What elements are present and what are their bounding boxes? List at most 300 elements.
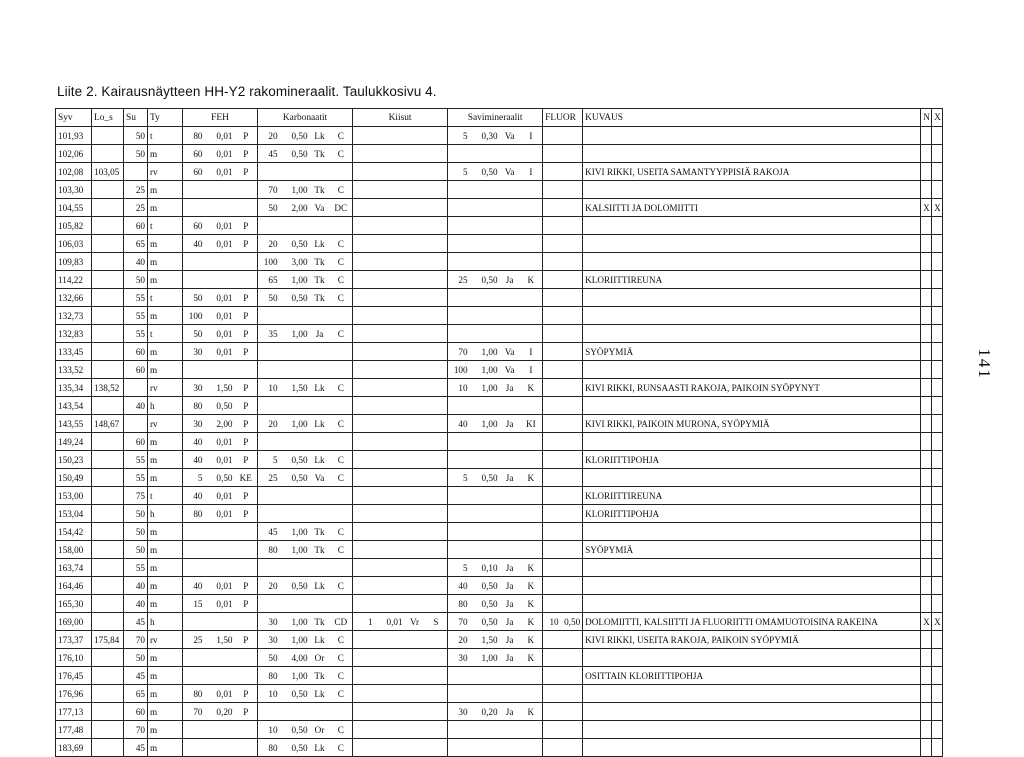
cell-karbonaatit-thickness: 0,50	[280, 127, 310, 145]
cell-karbonaatit-amount: 50	[258, 199, 280, 217]
cell-feh-code	[235, 649, 258, 667]
cell-karbonaatit-code: C	[330, 721, 353, 739]
cell-kiisut-code	[425, 685, 448, 703]
cell-savimineraalit-code	[520, 307, 543, 325]
cell-ty: m	[148, 361, 183, 379]
cell-karbonaatit-code: C	[330, 271, 353, 289]
cell-fluor-amount	[543, 559, 561, 577]
cell-kiisut-amount	[353, 433, 375, 451]
cell-lo-s	[92, 703, 124, 721]
cell-feh-thickness	[205, 667, 235, 685]
cell-karbonaatit-thickness: 1,00	[280, 325, 310, 343]
cell-karbonaatit-thickness: 0,50	[280, 685, 310, 703]
cell-savimineraalit-amount	[448, 307, 470, 325]
cell-feh-code: P	[235, 451, 258, 469]
cell-kiisut-mineral	[405, 721, 425, 739]
cell-karbonaatit-thickness: 2,00	[280, 199, 310, 217]
cell-savimineraalit-thickness	[470, 199, 500, 217]
cell-syv: 105,82	[56, 217, 92, 235]
cell-karbonaatit-code: C	[330, 469, 353, 487]
cell-fluor-amount	[543, 253, 561, 271]
cell-fluor-thickness	[561, 307, 583, 325]
cell-fluor-amount	[543, 307, 561, 325]
cell-savimineraalit-thickness: 1,00	[470, 361, 500, 379]
cell-kiisut-thickness	[375, 469, 405, 487]
cell-karbonaatit-mineral: Tk	[310, 145, 330, 163]
table-row	[56, 163, 943, 181]
cell-karbonaatit-thickness	[280, 163, 310, 181]
cell-kiisut-thickness	[375, 163, 405, 181]
cell-ty: m	[148, 181, 183, 199]
cell-su: 40	[124, 595, 148, 613]
cell-savimineraalit-amount	[448, 433, 470, 451]
cell-kiisut-thickness	[375, 181, 405, 199]
cell-savimineraalit-amount: 100	[448, 361, 470, 379]
cell-savimineraalit-mineral	[500, 397, 520, 415]
cell-kiisut-amount	[353, 325, 375, 343]
cell-x	[932, 433, 943, 451]
cell-n	[921, 343, 932, 361]
cell-karbonaatit-code: C	[330, 667, 353, 685]
cell-feh-amount	[183, 739, 205, 757]
cell-kuvaus	[583, 739, 921, 757]
table-row	[56, 415, 943, 433]
cell-kuvaus	[583, 361, 921, 379]
cell-n	[921, 469, 932, 487]
cell-savimineraalit-thickness: 1,50	[470, 631, 500, 649]
table-row	[56, 541, 943, 559]
table-row	[56, 343, 943, 361]
cell-ty: m	[148, 721, 183, 739]
cell-feh-code: P	[235, 163, 258, 181]
cell-karbonaatit-amount	[258, 343, 280, 361]
cell-su: 40	[124, 397, 148, 415]
cell-syv: 133,52	[56, 361, 92, 379]
cell-kuvaus: SYÖPYMIÄ	[583, 541, 921, 559]
cell-kiisut-thickness	[375, 739, 405, 757]
cell-savimineraalit-code	[520, 685, 543, 703]
cell-fluor-thickness	[561, 361, 583, 379]
cell-karbonaatit-mineral: Tk	[310, 541, 330, 559]
cell-syv: 169,00	[56, 613, 92, 631]
cell-kuvaus: KLORIITTIREUNA	[583, 271, 921, 289]
cell-feh-amount	[183, 649, 205, 667]
cell-su: 40	[124, 577, 148, 595]
cell-savimineraalit-mineral: Ja	[500, 703, 520, 721]
cell-savimineraalit-mineral	[500, 487, 520, 505]
cell-feh-thickness	[205, 523, 235, 541]
cell-savimineraalit-thickness: 1,00	[470, 379, 500, 397]
cell-syv: 176,45	[56, 667, 92, 685]
cell-ty: m	[148, 307, 183, 325]
cell-syv: 163,74	[56, 559, 92, 577]
cell-savimineraalit-thickness: 1,00	[470, 343, 500, 361]
table-row	[56, 721, 943, 739]
cell-kiisut-amount	[353, 703, 375, 721]
cell-feh-thickness	[205, 559, 235, 577]
cell-karbonaatit-mineral	[310, 217, 330, 235]
cell-feh-amount: 60	[183, 163, 205, 181]
cell-savimineraalit-code: K	[520, 631, 543, 649]
cell-x	[932, 451, 943, 469]
cell-karbonaatit-mineral: Lk	[310, 451, 330, 469]
cell-savimineraalit-mineral: Va	[500, 343, 520, 361]
cell-n: X	[921, 613, 932, 631]
cell-kiisut-thickness	[375, 361, 405, 379]
cell-fluor-thickness	[561, 145, 583, 163]
cell-savimineraalit-amount: 5	[448, 127, 470, 145]
cell-n	[921, 739, 932, 757]
cell-kiisut-thickness	[375, 217, 405, 235]
cell-su: 65	[124, 685, 148, 703]
cell-kiisut-mineral	[405, 739, 425, 757]
cell-savimineraalit-code: KI	[520, 415, 543, 433]
cell-syv: 183,69	[56, 739, 92, 757]
cell-feh-amount: 5	[183, 469, 205, 487]
cell-syv: 176,96	[56, 685, 92, 703]
cell-kiisut-amount	[353, 271, 375, 289]
cell-savimineraalit-code: K	[520, 559, 543, 577]
cell-x	[932, 523, 943, 541]
cell-savimineraalit-code	[520, 199, 543, 217]
cell-savimineraalit-thickness: 1,00	[470, 649, 500, 667]
cell-syv: 150,49	[56, 469, 92, 487]
cell-su: 75	[124, 487, 148, 505]
cell-karbonaatit-thickness	[280, 217, 310, 235]
cell-kiisut-amount	[353, 181, 375, 199]
cell-ty: m	[148, 541, 183, 559]
cell-kuvaus	[583, 721, 921, 739]
cell-feh-amount: 40	[183, 235, 205, 253]
cell-kuvaus	[583, 559, 921, 577]
cell-savimineraalit-amount: 5	[448, 469, 470, 487]
cell-karbonaatit-thickness: 1,00	[280, 631, 310, 649]
cell-karbonaatit-amount	[258, 361, 280, 379]
table-row	[56, 181, 943, 199]
cell-feh-code	[235, 613, 258, 631]
cell-karbonaatit-mineral	[310, 595, 330, 613]
cell-kiisut-amount	[353, 217, 375, 235]
cell-karbonaatit-thickness: 1,00	[280, 415, 310, 433]
table-row	[56, 199, 943, 217]
cell-lo-s: 103,05	[92, 163, 124, 181]
cell-feh-amount: 30	[183, 343, 205, 361]
table-row	[56, 235, 943, 253]
cell-su: 60	[124, 361, 148, 379]
cell-feh-code: P	[235, 595, 258, 613]
cell-kiisut-thickness	[375, 127, 405, 145]
cell-karbonaatit-code: C	[330, 127, 353, 145]
cell-feh-code	[235, 271, 258, 289]
table-row	[56, 271, 943, 289]
cell-karbonaatit-amount	[258, 217, 280, 235]
cell-x	[932, 253, 943, 271]
cell-feh-code: P	[235, 289, 258, 307]
cell-savimineraalit-mineral: Ja	[500, 415, 520, 433]
cell-feh-thickness: 0,01	[205, 343, 235, 361]
cell-n	[921, 631, 932, 649]
cell-kiisut-amount	[353, 361, 375, 379]
table-row	[56, 613, 943, 631]
cell-karbonaatit-mineral: Lk	[310, 235, 330, 253]
cell-feh-thickness: 0,50	[205, 397, 235, 415]
cell-savimineraalit-amount	[448, 289, 470, 307]
cell-kiisut-amount	[353, 343, 375, 361]
cell-lo-s	[92, 307, 124, 325]
cell-karbonaatit-mineral: Lk	[310, 127, 330, 145]
cell-feh-code: P	[235, 343, 258, 361]
cell-kiisut-thickness	[375, 721, 405, 739]
cell-savimineraalit-mineral: Va	[500, 163, 520, 181]
cell-kuvaus	[583, 469, 921, 487]
cell-feh-code: P	[235, 415, 258, 433]
cell-savimineraalit-mineral	[500, 217, 520, 235]
cell-fluor-amount	[543, 127, 561, 145]
cell-ty: t	[148, 217, 183, 235]
cell-savimineraalit-mineral	[500, 451, 520, 469]
cell-fluor-amount	[543, 343, 561, 361]
cell-karbonaatit-mineral	[310, 505, 330, 523]
cell-feh-code: P	[235, 379, 258, 397]
cell-karbonaatit-amount	[258, 487, 280, 505]
cell-karbonaatit-amount: 45	[258, 145, 280, 163]
cell-karbonaatit-code	[330, 361, 353, 379]
cell-savimineraalit-mineral	[500, 325, 520, 343]
cell-feh-thickness: 0,01	[205, 433, 235, 451]
cell-savimineraalit-amount	[448, 721, 470, 739]
cell-karbonaatit-code	[330, 307, 353, 325]
cell-karbonaatit-amount: 50	[258, 289, 280, 307]
cell-kiisut-thickness	[375, 199, 405, 217]
cell-kuvaus: DOLOMIITTI, KALSIITTI JA FLUORIITTI OMAMUOTOISINA RAKEINA	[583, 613, 921, 631]
cell-savimineraalit-thickness	[470, 181, 500, 199]
cell-fluor-amount	[543, 397, 561, 415]
cell-karbonaatit-mineral	[310, 361, 330, 379]
header-ty: Ty	[148, 109, 183, 127]
cell-kiisut-code	[425, 541, 448, 559]
cell-karbonaatit-code: C	[330, 577, 353, 595]
cell-savimineraalit-amount: 40	[448, 577, 470, 595]
cell-feh-thickness: 0,01	[205, 163, 235, 181]
cell-feh-amount	[183, 253, 205, 271]
cell-syv: 149,24	[56, 433, 92, 451]
cell-kiisut-amount	[353, 307, 375, 325]
cell-kuvaus	[583, 253, 921, 271]
cell-x	[932, 307, 943, 325]
cell-savimineraalit-thickness: 0,50	[470, 469, 500, 487]
cell-savimineraalit-code	[520, 739, 543, 757]
cell-n	[921, 235, 932, 253]
cell-karbonaatit-thickness: 1,00	[280, 613, 310, 631]
cell-kiisut-amount	[353, 685, 375, 703]
cell-kiisut-mineral	[405, 379, 425, 397]
cell-kiisut-amount	[353, 541, 375, 559]
cell-x: X	[932, 613, 943, 631]
cell-savimineraalit-code	[520, 253, 543, 271]
cell-kuvaus	[583, 397, 921, 415]
cell-x	[932, 739, 943, 757]
cell-feh-thickness: 0,01	[205, 307, 235, 325]
header-syv: Syv	[56, 109, 92, 127]
cell-savimineraalit-amount	[448, 325, 470, 343]
cell-karbonaatit-thickness	[280, 361, 310, 379]
cell-karbonaatit-amount: 80	[258, 739, 280, 757]
cell-karbonaatit-code	[330, 163, 353, 181]
cell-savimineraalit-thickness: 0,30	[470, 127, 500, 145]
cell-su: 50	[124, 271, 148, 289]
cell-savimineraalit-code: K	[520, 271, 543, 289]
cell-kiisut-code	[425, 577, 448, 595]
cell-kiisut-mineral	[405, 523, 425, 541]
cell-kiisut-code	[425, 505, 448, 523]
cell-feh-amount: 80	[183, 685, 205, 703]
cell-fluor-amount	[543, 145, 561, 163]
cell-karbonaatit-mineral	[310, 397, 330, 415]
cell-syv: 114,22	[56, 271, 92, 289]
cell-karbonaatit-thickness: 1,00	[280, 541, 310, 559]
cell-feh-thickness	[205, 721, 235, 739]
cell-kiisut-code	[425, 703, 448, 721]
cell-feh-code	[235, 361, 258, 379]
cell-lo-s	[92, 253, 124, 271]
cell-karbonaatit-amount: 10	[258, 379, 280, 397]
cell-karbonaatit-thickness: 3,00	[280, 253, 310, 271]
cell-kuvaus: KLORIITTIPOHJA	[583, 451, 921, 469]
cell-feh-code: P	[235, 631, 258, 649]
cell-ty: m	[148, 145, 183, 163]
cell-kiisut-mineral	[405, 145, 425, 163]
cell-ty: t	[148, 325, 183, 343]
header-feh: FEH	[183, 109, 258, 127]
cell-kiisut-thickness	[375, 379, 405, 397]
cell-n	[921, 487, 932, 505]
cell-kiisut-code	[425, 451, 448, 469]
cell-fluor-thickness	[561, 289, 583, 307]
cell-savimineraalit-thickness	[470, 145, 500, 163]
cell-lo-s: 138,52	[92, 379, 124, 397]
cell-savimineraalit-thickness	[470, 487, 500, 505]
cell-savimineraalit-thickness: 0,50	[470, 577, 500, 595]
cell-su: 70	[124, 721, 148, 739]
cell-syv: 132,66	[56, 289, 92, 307]
cell-kiisut-mineral	[405, 271, 425, 289]
cell-su	[124, 163, 148, 181]
cell-x	[932, 469, 943, 487]
cell-savimineraalit-mineral	[500, 505, 520, 523]
cell-kiisut-code	[425, 739, 448, 757]
cell-savimineraalit-amount: 20	[448, 631, 470, 649]
cell-karbonaatit-thickness	[280, 559, 310, 577]
cell-feh-amount: 50	[183, 325, 205, 343]
cell-x	[932, 667, 943, 685]
cell-karbonaatit-thickness: 0,50	[280, 235, 310, 253]
table-row	[56, 433, 943, 451]
cell-karbonaatit-mineral: Tk	[310, 613, 330, 631]
cell-kiisut-code	[425, 289, 448, 307]
cell-kiisut-mineral	[405, 559, 425, 577]
cell-feh-amount	[183, 181, 205, 199]
cell-su: 50	[124, 541, 148, 559]
cell-karbonaatit-thickness: 1,00	[280, 271, 310, 289]
cell-fluor-amount	[543, 541, 561, 559]
cell-fluor-amount	[543, 469, 561, 487]
cell-fluor-thickness	[561, 541, 583, 559]
cell-ty: m	[148, 271, 183, 289]
cell-karbonaatit-code: C	[330, 235, 353, 253]
cell-savimineraalit-amount: 5	[448, 559, 470, 577]
cell-x	[932, 163, 943, 181]
cell-fluor-amount	[543, 685, 561, 703]
cell-feh-amount	[183, 361, 205, 379]
cell-savimineraalit-amount: 70	[448, 343, 470, 361]
cell-karbonaatit-code	[330, 487, 353, 505]
cell-karbonaatit-code: C	[330, 415, 353, 433]
cell-feh-code	[235, 523, 258, 541]
cell-savimineraalit-code	[520, 217, 543, 235]
cell-savimineraalit-thickness	[470, 451, 500, 469]
cell-fluor-amount: 10	[543, 613, 561, 631]
cell-x	[932, 379, 943, 397]
cell-fluor-thickness	[561, 469, 583, 487]
cell-kiisut-mineral	[405, 253, 425, 271]
cell-feh-code	[235, 199, 258, 217]
cell-kuvaus	[583, 685, 921, 703]
cell-feh-code: P	[235, 127, 258, 145]
cell-savimineraalit-code	[520, 487, 543, 505]
cell-kiisut-thickness	[375, 703, 405, 721]
cell-lo-s	[92, 577, 124, 595]
cell-ty: m	[148, 253, 183, 271]
cell-karbonaatit-amount: 30	[258, 631, 280, 649]
cell-kiisut-code	[425, 361, 448, 379]
cell-karbonaatit-thickness: 0,50	[280, 289, 310, 307]
cell-karbonaatit-code: C	[330, 739, 353, 757]
cell-karbonaatit-amount	[258, 433, 280, 451]
cell-x	[932, 505, 943, 523]
cell-savimineraalit-mineral	[500, 145, 520, 163]
cell-karbonaatit-amount	[258, 505, 280, 523]
cell-n	[921, 361, 932, 379]
cell-savimineraalit-mineral	[500, 685, 520, 703]
cell-syv: 143,55	[56, 415, 92, 433]
cell-savimineraalit-thickness: 0,20	[470, 703, 500, 721]
cell-karbonaatit-code: C	[330, 523, 353, 541]
cell-feh-amount: 25	[183, 631, 205, 649]
cell-syv: 158,00	[56, 541, 92, 559]
cell-kiisut-thickness	[375, 271, 405, 289]
cell-fluor-thickness	[561, 163, 583, 181]
cell-karbonaatit-thickness	[280, 595, 310, 613]
cell-feh-thickness: 0,20	[205, 703, 235, 721]
cell-karbonaatit-amount: 100	[258, 253, 280, 271]
cell-savimineraalit-code	[520, 505, 543, 523]
cell-fluor-thickness	[561, 667, 583, 685]
cell-kiisut-thickness	[375, 577, 405, 595]
cell-x	[932, 595, 943, 613]
cell-kiisut-amount	[353, 505, 375, 523]
cell-fluor-amount	[543, 163, 561, 181]
cell-kiisut-mineral: Vr	[405, 613, 425, 631]
cell-lo-s	[92, 145, 124, 163]
cell-savimineraalit-amount: 40	[448, 415, 470, 433]
cell-kiisut-code	[425, 523, 448, 541]
cell-feh-thickness	[205, 199, 235, 217]
cell-syv: 173,37	[56, 631, 92, 649]
cell-kuvaus: KIVI RIKKI, USEITA RAKOJA, PAIKOIN SYÖPYMIÄ	[583, 631, 921, 649]
cell-savimineraalit-mineral	[500, 667, 520, 685]
cell-feh-amount: 60	[183, 145, 205, 163]
cell-ty: rv	[148, 631, 183, 649]
